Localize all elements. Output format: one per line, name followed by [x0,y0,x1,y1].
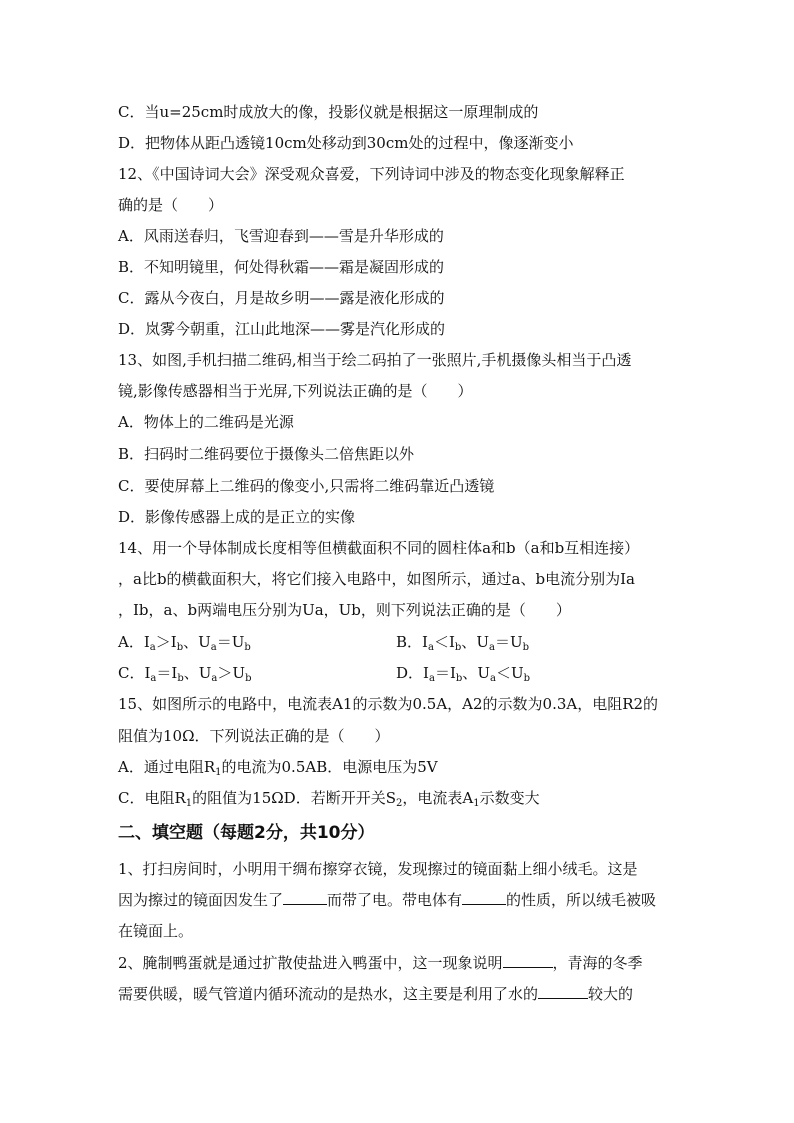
section-title-fill-blanks: 二、填空题（每题2分，共10分） [118,823,375,843]
q15-options-ab: A．通过电阻$R_1$的电流为0.5AB．电源电压为5V [118,758,438,778]
answer-blank[interactable] [538,984,588,999]
q11-option-d: D．把物体从距凸透镜10cm处移动到30cm处的过程中，像逐渐变小 [118,134,574,152]
fill1-line2: 因为擦过的镜面因发生了 而带了电。带电体有 的性质，所以绒毛被吸 [118,891,657,909]
q13-option-d: D．影像传感器上成的是正立的实像 [118,508,356,526]
fill1-line3: 在镜面上。 [118,922,194,940]
q12-stem-line2: 确的是（ ） [118,196,224,214]
fill2-line2: 需要供暖，暖气管道内循环流动的是热水，这主要是利用了水的 较大的 [118,985,634,1003]
answer-blank[interactable] [462,890,506,905]
q12-option-c: C．露从今夜白，月是故乡明——露是液化形成的 [118,289,445,307]
fill1-line1: 1、打扫房间时，小明用干绸布擦穿衣镜，发现擦过的镜面黏上细小绒毛。这是 [118,860,638,878]
q15-options-cd: C．电阻$R_1$的阻值为15ΩD．若断开开关$S_2$，电流表$A_1$示数变大 [118,789,540,809]
q14-stem-line3: ，Ib，a、b两端电压分别为Ua，Ub，则下列说法正确的是（ ） [118,601,571,619]
q11-option-c: C．当u=25cm时成放大的像，投影仪就是根据这一原理制成的 [118,103,539,121]
q14-stem-line2: ，a比b的横截面积大，将它们接入电路中，如图所示，通过a、b电流分别为Ia [118,570,635,588]
q13-stem-line2: 镜,影像传感器相当于光屏,下列说法正确的是（ ） [118,382,473,400]
q14-option-d: D．$I_a=I_b$、$U_a<U_b$ [396,664,531,684]
answer-blank[interactable] [283,890,327,905]
q15-stem-line2: 阻值为10Ω．下列说法正确的是（ ） [118,727,390,745]
answer-blank[interactable] [503,953,553,968]
q13-option-b: B．扫码时二维码要位于摄像头二倍焦距以外 [118,445,415,463]
q13-stem-line1: 13、如图,手机扫描二维码,相当于绘二码拍了一张照片,手机摄像头相当于凸透 [118,351,632,369]
q12-option-a: A．风雨送春归，飞雪迎春到——雪是升华形成的 [118,227,444,245]
q14-option-b: B．$I_a<I_b$、$U_a=U_b$ [396,633,530,653]
q14-stem-line1: 14、用一个导体制成长度相等但横截面积不同的圆柱体a和b（a和b互相连接） [118,539,640,557]
q14-option-a: A．$I_a>I_b$、$U_a=U_b$ [118,633,251,653]
q14-option-c: C．$I_a=I_b$、$U_a>U_b$ [118,664,252,684]
q12-stem-line1: 12、《中国诗词大会》深受观众喜爱，下列诗词中涉及的物态变化现象解释正 [118,165,625,183]
q13-option-c: C．要使屏幕上二维码的像变小,只需将二维码靠近凸透镜 [118,477,495,495]
q13-option-a: A．物体上的二维码是光源 [118,413,294,431]
fill2-line1: 2、腌制鸭蛋就是通过扩散使盐进入鸭蛋中，这一现象说明 ，青海的冬季 [118,954,643,972]
q12-option-b: B．不知明镜里，何处得秋霜——霜是凝固形成的 [118,258,445,276]
q15-stem-line1: 15、如图所示的电路中，电流表A1的示数为0.5A，A2的示数为0.3A，电阻R2的 [118,695,659,713]
q12-option-d: D．岚雾今朝重，江山此地深——雾是汽化形成的 [118,320,446,338]
